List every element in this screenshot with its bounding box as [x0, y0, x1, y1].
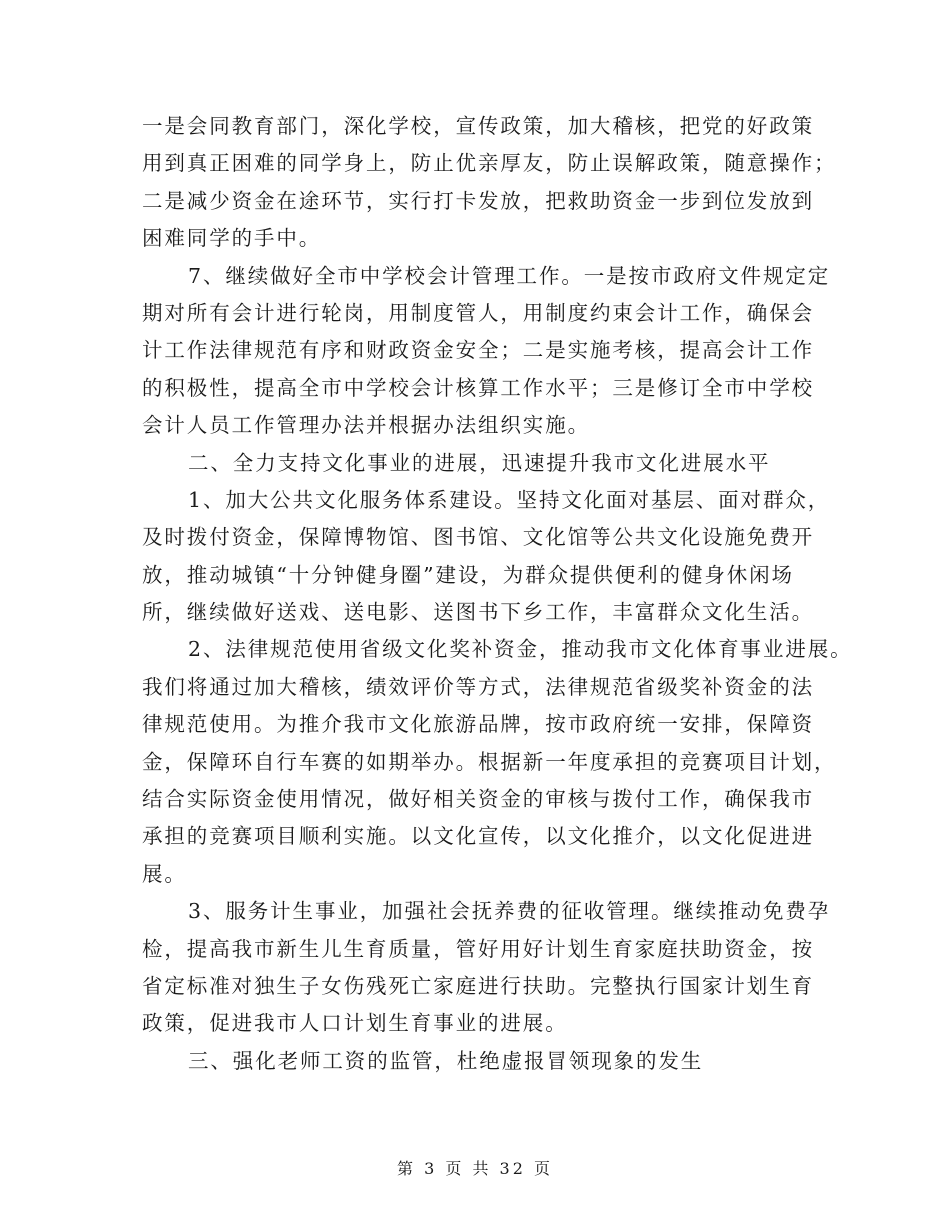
- section-heading: 二、全力支持文化事业的进展，迅速提升我市文化进展水平: [188, 450, 771, 475]
- text-line: 省定标准对独生子女伤残死亡家庭进行扶助。完整执行国家计划生育: [142, 973, 814, 998]
- text-line: 放，推动城镇“十分钟健身圈”建设，为群众提供便利的健身休闲场: [142, 562, 794, 587]
- text-line: 展。: [142, 861, 187, 886]
- text-line: 结合实际资金使用情况，做好相关资金的审核与拨付工作，确保我市: [142, 787, 814, 812]
- text-line: 的积极性，提高全市中学校会计核算工作水平；三是修订全市中学校: [142, 375, 814, 400]
- paragraph-start-line: 2、法律规范使用省级文化奖补资金，推动我市文化体育事业进展。: [188, 637, 853, 662]
- text-line: 金，保障环自行车赛的如期举办。根据新一年度承担的竞赛项目计划，: [142, 749, 837, 774]
- text-line: 我们将通过加大稽核，绩效评价等方式，法律规范省级奖补资金的法: [142, 674, 814, 699]
- text-line: 承担的竞赛项目顺利实施。以文化宣传，以文化推介，以文化促进进: [142, 824, 814, 849]
- text-line: 计工作法律规范有序和财政资金安全；二是实施考核，提高会计工作: [142, 338, 814, 363]
- text-line: 会计人员工作管理办法并根据办法组织实施。: [142, 413, 590, 438]
- text-line: 检，提高我市新生儿生育质量，管好用好计划生育家庭扶助资金，按: [142, 936, 814, 961]
- text-line: 困难同学的手中。: [142, 226, 322, 251]
- section-heading: 三、强化老师工资的监管，杜绝虚报冒领现象的发生: [188, 1048, 704, 1073]
- text-line: 二是减少资金在途环节，实行打卡发放，把救助资金一步到位发放到: [142, 188, 814, 213]
- paragraph-start-line: 3、服务计生事业，加强社会抚养费的征收管理。继续推动免费孕: [188, 899, 831, 924]
- text-line: 及时拨付资金，保障博物馆、图书馆、文化馆等公共文化设施免费开: [142, 525, 814, 550]
- text-line: 所，继续做好送戏、送电影、送图书下乡工作，丰富群众文化生活。: [142, 600, 814, 625]
- text-line: 政策，促进我市人口计划生育事业的进展。: [142, 1011, 568, 1036]
- paragraph-start-line: 7、继续做好全市中学校会计管理工作。一是按市政府文件规定定: [188, 263, 831, 288]
- paragraph-start-line: 1、加大公共文化服务体系建设。坚持文化面对基层、面对群众，: [188, 487, 831, 512]
- text-line: 律规范使用。为推介我市文化旅游品牌，按市政府统一安排，保障资: [142, 712, 814, 737]
- page-number-footer: 第 3 页 共 32 页: [397, 1159, 553, 1178]
- text-line: 一是会同教育部门，深化学校，宣传政策，加大稽核，把党的好政策: [142, 114, 814, 138]
- document-body: [142, 108, 853, 1080]
- text-line: 期对所有会计进行轮岗，用制度管人，用制度约束会计工作，确保会: [142, 300, 814, 325]
- text-line: 用到真正困难的同学身上，防止优亲厚友，防止误解政策，随意操作；: [142, 151, 837, 176]
